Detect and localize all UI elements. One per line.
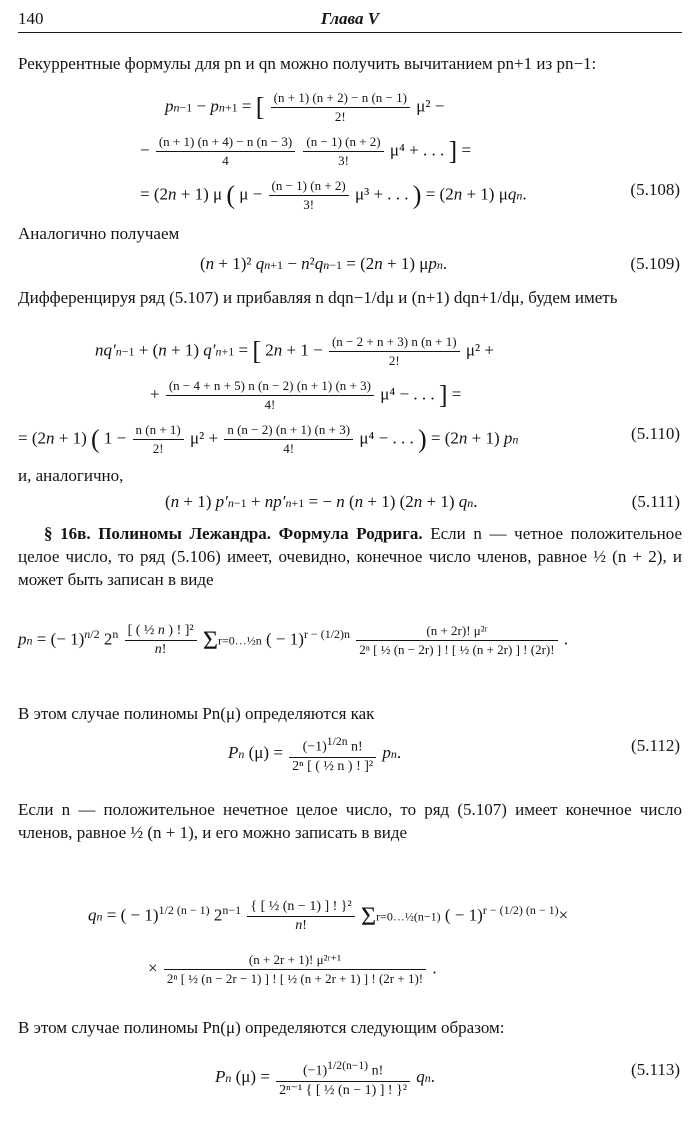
- equation-label-109: (5.109): [630, 254, 680, 273]
- equation-109: (n + 1)² qn+1 − n²qn−1 = (2n + 1) μpn. (5.109): [200, 252, 682, 277]
- equation-label-110: (5.110): [631, 424, 680, 443]
- equation-110-line1: nq′n−1 + (n + 1) q′n+1 = [ 2n + 1 − $\frac{(n - 2 + n + 3) n (n + 1)}{2!}$ μ² +: [95, 334, 494, 368]
- paragraph-recurrence-intro: Рекуррентные формулы для pn и qn можно получить вычитанием pn+1 из pn−1:: [18, 54, 597, 73]
- paragraph-analogous: Аналогично получаем: [18, 224, 180, 243]
- equation-110-line3: = (2n + 1) ( 1 − $\frac{n (n + 1)}{2!}$ μ² + $\frac{n (n - 2) (n + 1) (n + 3)}{4!}$ μ⁴ − . . . ) = (2n + 1) pn (5.110): [18, 422, 680, 456]
- equation-108-line2: − $\frac{(n + 1) (n + 4) - n (n - 3)}{4}$ $\frac{(n - 1) (n + 2)}{3!}$ μ⁴ + . . . ] =: [140, 134, 472, 168]
- header-rule: [18, 32, 682, 33]
- section-body: Если n — четное положительное целое число, то ряд (5.106) имеет, очевидно, конечное число членов, равное ½ (n + 2), и может быть записан в виде: [18, 524, 682, 589]
- equation-label-111: (5.111): [631, 492, 680, 511]
- equation-label-108: (5.108): [630, 180, 680, 199]
- equation-113: Pn (μ) = $\frac{(-1)^{1/2(n-1)} n!}{\text{2ⁿ⁻¹ \{ [ ½ (n − 1) ] ! \}²}}$ qn. (5.113): [215, 1059, 680, 1098]
- running-header: [18, 9, 682, 31]
- section-16v-paragraph: [18, 522, 682, 591]
- page-number: 140: [18, 9, 44, 28]
- equation-pn-series: pn = (− 1)$^{n/2}$ 2$^n$ $\frac{\text{[ ( ½ n ) ! ]²}}{n!}$ Σr=0…½n ( − 1)$^{r - (1/2)n}$ $\frac{\text{(n + 2r)! μ²ʳ}}{\text{2ⁿ [ ½ (n − 2r) ] ! [ ½ (n + 2r) ] ! (2r)!}}$ .: [18, 623, 569, 658]
- paragraph-polynomials-odd: В этом случае полиномы Pn(μ) определяются следующим образом:: [18, 1018, 505, 1037]
- paragraph-polynomials-even: В этом случае полиномы Pn(μ) определяются как: [18, 704, 375, 723]
- paragraph-likewise: и, аналогично,: [18, 466, 124, 485]
- equation-108-line1: pn−1 − pn+1 = [ $\frac{(n + 1) (n + 2) - n (n - 1)}{2!}$ μ² −: [165, 90, 445, 124]
- equation-qn-series-line1: qn = ( − 1)$^{1/2 (n - 1)}$ $2^{n-1}$ $\frac{\text{\{ [ ½ (n − 1) ] ! \}²}}{n!}$ Σr=0…½(n−1) ( − 1)$^{r - (1/2) (n - 1)}$×: [88, 899, 569, 934]
- equation-label-112: (5.112): [631, 736, 680, 755]
- equation-110-line2: + $\frac{(n - 4 + n + 5) n (n - 2) (n + 1) (n + 3)}{4!}$ μ⁴ − . . . ] =: [150, 378, 462, 412]
- equation-qn-series-line2: × $\frac{\text{(n + 2r + 1)! μ²ʳ⁺¹}}{\text{2ⁿ [ ½ (n − 2r − 1) ] ! [ ½ (n + 2r + 1) ] ! (2r + 1)!}}$ .: [148, 952, 437, 986]
- section-title: § 16в. Полиномы Лежандра. Формула Родрига.: [44, 524, 423, 543]
- chapter-title: Глава V: [320, 9, 380, 28]
- equation-112: Pn (μ) = $\frac{(-1)^{1/2n} n!}{\text{2ⁿ [ ( ½ n ) ! ]²}}$ pn. (5.112): [228, 735, 680, 774]
- equation-111: (n + 1) p′n−1 + np′n+1 = − n (n + 1) (2n + 1) qn. (5.111): [165, 490, 682, 515]
- paragraph-differentiating: Дифференцируя ряд (5.107) и прибавляя n dqn−1/dμ и (n+1) dqn+1/dμ, будем иметь: [18, 288, 618, 307]
- paragraph-odd-series: Если n — положительное нечетное целое число, то ряд (5.107) имеет конечное число членов, равное ½ (n + 1), и его можно записать в виде: [18, 800, 682, 842]
- equation-108-line3: = (2n + 1) μ ( μ − $\frac{(n - 1) (n + 2)}{3!}$ μ³ + . . . ) = (2n + 1) μqn. (5.108): [140, 178, 680, 212]
- equation-label-113: (5.113): [631, 1060, 680, 1079]
